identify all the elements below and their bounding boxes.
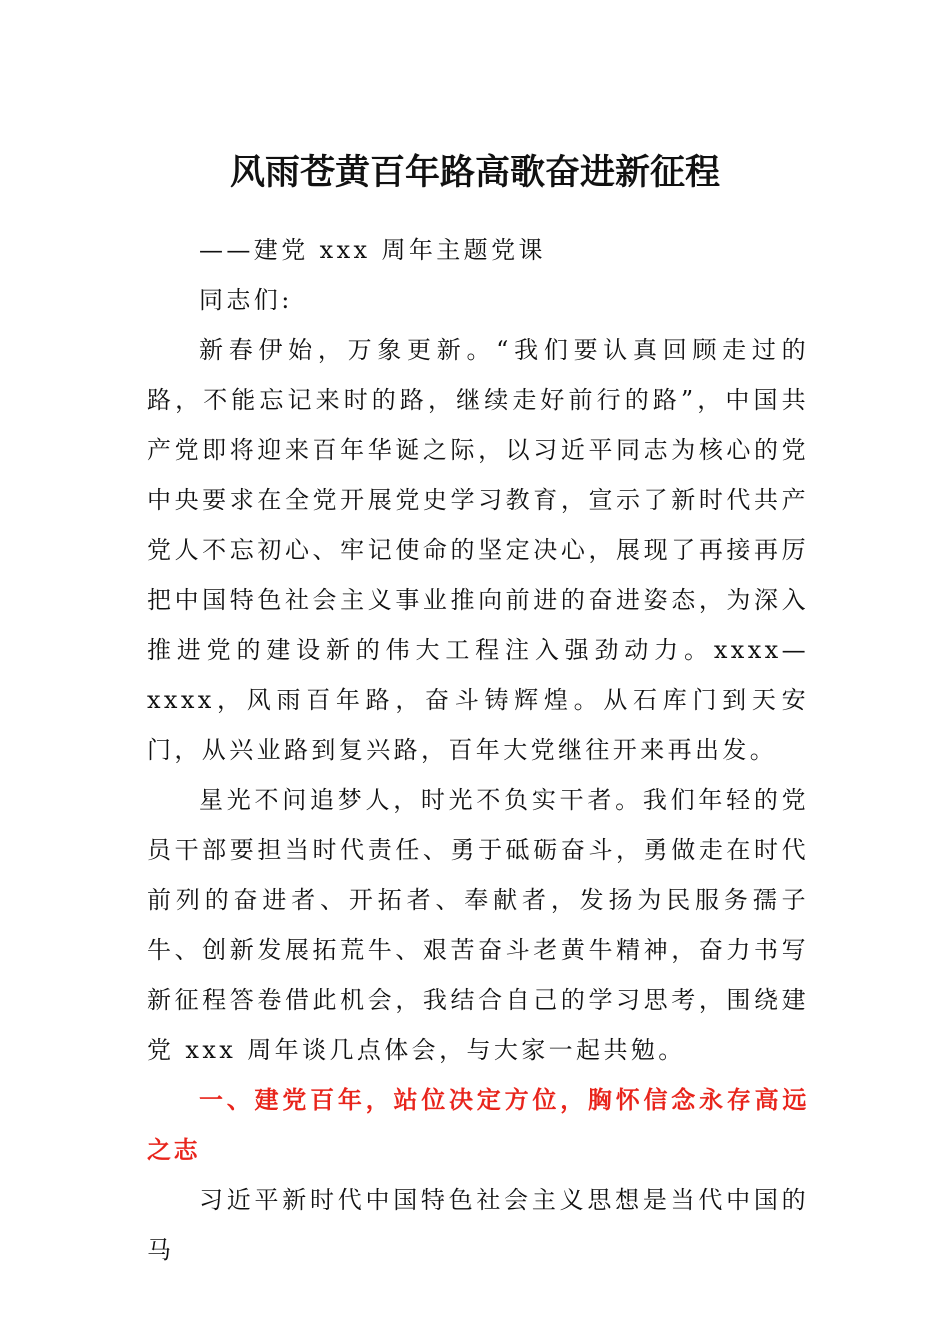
document-subtitle: ——建党 xxx 周年主题党课 [199, 236, 546, 264]
paragraph-1: 新春伊始，万象更新。“我们要认真回顾走过的路，不能忘记来时的路，继续走好前行的路”，中国共产党即将迎来百年华诞之际，以习近平同志为核心的党中央要求在全党开展党史学习教育，宣示了新时代共产党人不忘初心、牢记使命的坚定决心，展现了再接再厉把中国特色社会主义事业推向前进的奋进姿态，为深入推进党的建设新的伟大工程注入强劲动力。xxxx—xxxx，风雨百年路，奋斗铸辉煌。从石库门到天安门，从兴业路到复兴路，百年大党继往开来再出发。 [147, 336, 809, 764]
paragraph-2: 星光不问追梦人，时光不负实干者。我们年轻的党员干部要担当时代责任、勇于砥砺奋斗，勇做走在时代前列的奋进者、开拓者、奉献者，发扬为民服务孺子牛、创新发展拓荒牛、艰苦奋斗老黄牛精神，奋力书写新征程答卷借此机会，我结合自己的学习思考，围绕建党 xxx 周年谈几点体会，与大家一起共勉。 [147, 786, 809, 1064]
document-title: 风雨苍黄百年路高歌奋进新征程 [229, 152, 720, 193]
salutation: 同志们: [199, 286, 293, 314]
section-heading: 一、建党百年，站位决定方位，胸怀信念永存高远之志 [147, 1085, 809, 1164]
paragraph-3: 习近平新时代中国特色社会主义思想是当代中国的马 [147, 1186, 809, 1264]
